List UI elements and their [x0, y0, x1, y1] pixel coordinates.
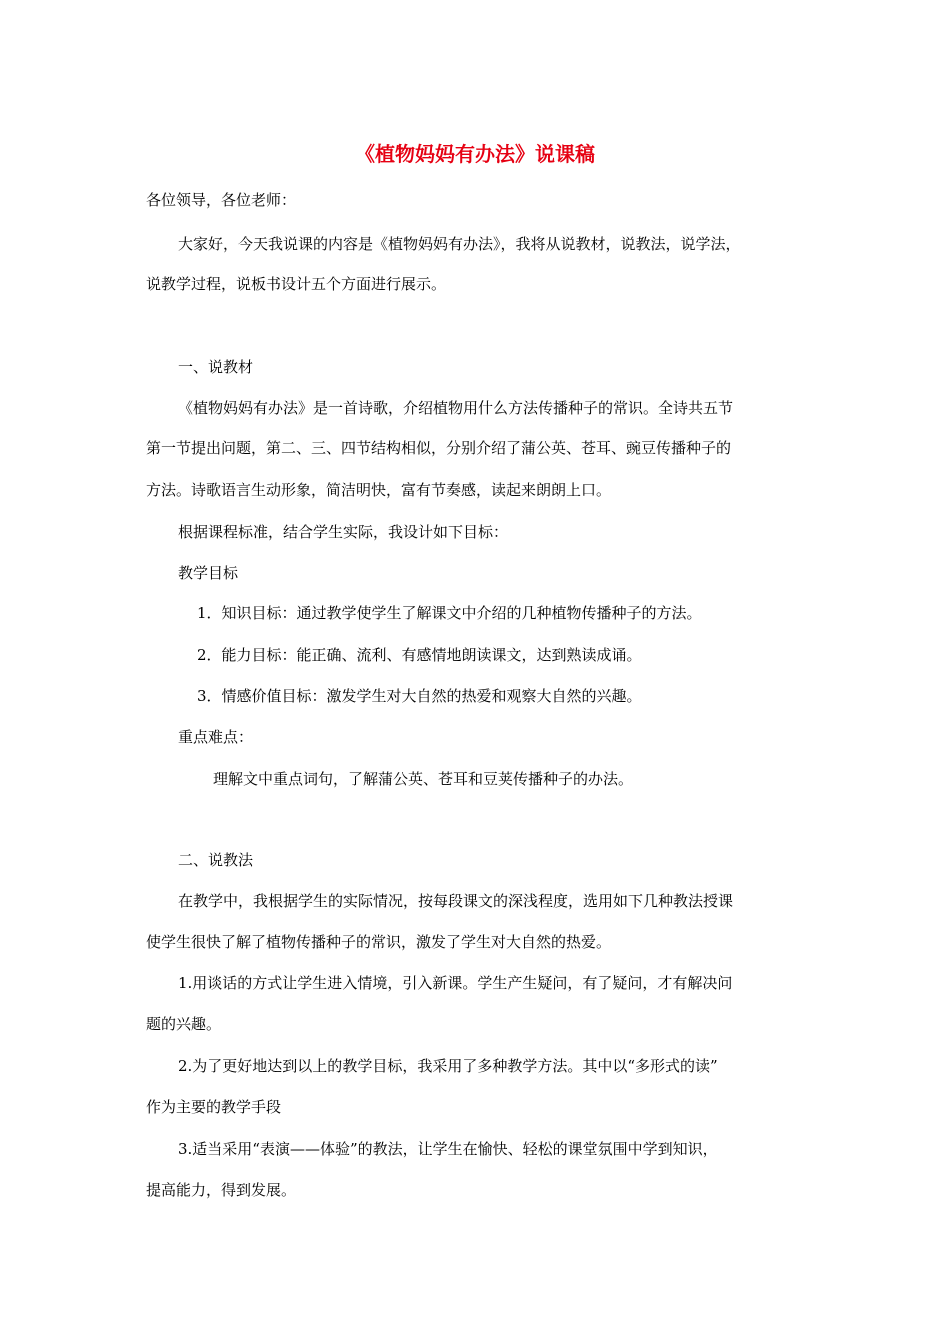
intro-line-2: 说教学过程，说板书设计五个方面进行展示。: [146, 275, 447, 293]
method-item-1-line-1: 1.用谈话的方式让学生进入情境，引入新课。学生产生疑问，有了疑问，才有解决问: [178, 974, 733, 992]
greeting: 各位领导，各位老师：: [146, 191, 297, 209]
intro-line-1: 大家好，今天我说课的内容是《植物妈妈有办法》，我将从说教材，说教法，说学法，: [178, 235, 741, 253]
textbook-para-line-3: 方法。诗歌语言生动形象，简洁明快，富有节奏感，读起来朗朗上口。: [146, 481, 612, 499]
method-item-2-line-2: 作为主要的教学手段: [146, 1098, 282, 1116]
keypoints-text: 理解文中重点词句，了解蒲公英、苍耳和豆荚传播种子的办法。: [213, 770, 634, 788]
method-item-3-line-1: 3.适当采用“表演——体验”的教法，让学生在愉快、轻松的课堂氛围中学到知识，: [178, 1140, 718, 1158]
goal-item-emotion: 3．情感价值目标：激发学生对大自然的热爱和观察大自然的兴趣。: [197, 687, 642, 705]
method-para-line-2: 使学生很快了解了植物传播种子的常识，激发了学生对大自然的热爱。: [146, 933, 612, 951]
goals-heading: 教学目标: [178, 564, 239, 582]
method-item-1-line-2: 题的兴趣。: [146, 1015, 222, 1033]
goal-item-ability: 2．能力目标：能正确、流利、有感情地朗读课文，达到熟读成诵。: [197, 646, 642, 664]
method-item-2-line-1: 2.为了更好地达到以上的教学目标，我采用了多种教学方法。其中以“多形式的读”: [178, 1057, 718, 1075]
method-para-line-1: 在教学中，我根据学生的实际情况，按每段课文的深浅程度，选用如下几种教法授课: [178, 892, 734, 910]
keypoints-heading: 重点难点：: [178, 728, 254, 746]
goals-intro: 根据课程标准，结合学生实际，我设计如下目标：: [178, 523, 509, 541]
section-heading-teaching-method: 二、说教法: [178, 851, 254, 869]
method-item-3-line-2: 提高能力，得到发展。: [146, 1181, 297, 1199]
textbook-para-line-2: 第一节提出问题，第二、三、四节结构相似，分别介绍了蒲公英、苍耳、豌豆传播种子的: [146, 439, 732, 457]
section-heading-textbook: 一、说教材: [178, 358, 254, 376]
goal-item-knowledge: 1．知识目标：通过教学使学生了解课文中介绍的几种植物传播种子的方法。: [197, 604, 702, 622]
textbook-para-line-1: 《植物妈妈有办法》是一首诗歌，介绍植物用什么方法传播种子的常识。全诗共五节: [178, 399, 734, 417]
document-title: 《植物妈妈有办法》说课稿: [355, 142, 595, 166]
